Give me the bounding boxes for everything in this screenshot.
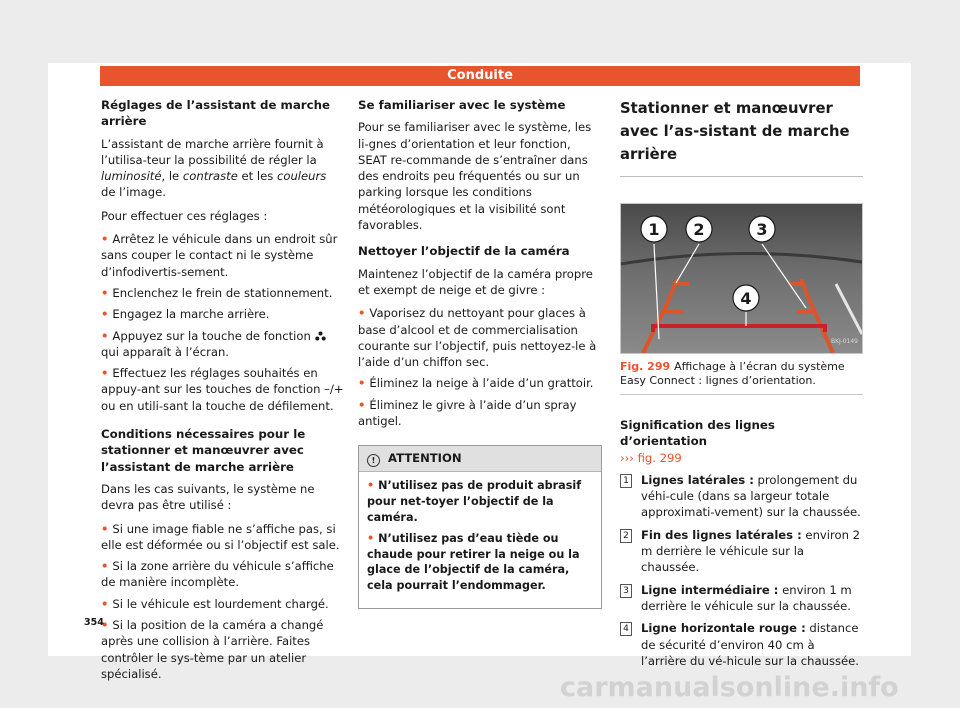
list-item-text: qui apparaît à l’écran. bbox=[101, 344, 229, 359]
list-item-text bbox=[641, 527, 863, 576]
number-badge: 1 bbox=[620, 474, 632, 488]
figure-reference-code: BKJ-0149 bbox=[830, 337, 858, 345]
text-span: et les bbox=[237, 169, 277, 184]
item-text: environ 1 m derrière le véhicule sur la chaussée. bbox=[641, 582, 852, 613]
settings-function-icon bbox=[315, 331, 326, 341]
attention-box bbox=[358, 445, 602, 608]
svg-text:3: 3 bbox=[756, 220, 768, 239]
list-item-text: Éliminez le givre à l’aide d’un spray antigel. bbox=[358, 397, 577, 429]
column-left bbox=[101, 97, 344, 687]
bullet-dot: • bbox=[367, 532, 375, 546]
list-item-text: Si la position de la caméra a changé après une collision à l’arrière. Faites contrôler le sys-tème par un atelier spécialisé. bbox=[101, 618, 324, 681]
figure-caption bbox=[620, 360, 863, 395]
bullet-dot: • bbox=[358, 397, 366, 412]
list-item-text bbox=[641, 582, 863, 615]
list-item bbox=[101, 558, 344, 591]
column-middle bbox=[358, 97, 602, 609]
item-text: prolongement du véhi-cule (dans sa largeur totale approximati-vement) sur la chaussée. bbox=[641, 472, 861, 520]
number-badge: 3 bbox=[620, 584, 632, 598]
attention-header bbox=[359, 446, 601, 472]
text-span: , le bbox=[161, 169, 183, 184]
svg-text:1: 1 bbox=[648, 220, 660, 239]
heading-familiarize: Se familiariser avec le système bbox=[358, 98, 566, 112]
item-label: Lignes latérales : bbox=[641, 472, 754, 487]
list-item bbox=[620, 582, 863, 615]
figure-link[interactable]: ››› fig. 299 bbox=[620, 450, 682, 465]
list-item-text bbox=[641, 472, 863, 521]
paragraph-intro bbox=[101, 136, 344, 201]
number-badge: 2 bbox=[620, 529, 632, 543]
bullet-dot: • bbox=[101, 596, 109, 611]
list-item bbox=[358, 375, 602, 391]
list-item bbox=[101, 328, 344, 361]
heading-settings: Réglages de l’assistant de marche arrière bbox=[101, 98, 331, 129]
list-item bbox=[101, 365, 344, 414]
list-item bbox=[101, 306, 344, 322]
list-item-text: Si le véhicule est lourdement chargé. bbox=[112, 596, 329, 611]
heading-conditions: Conditions nécessaires pour le stationner et manœuvrer avec l’assistant de marche arrière bbox=[101, 427, 306, 474]
emphasis-contrast: contraste bbox=[182, 169, 238, 184]
section-title: Stationner et manœuvrer avec l’as-sistant de marche arrière bbox=[620, 97, 863, 177]
bullet-dot: • bbox=[101, 366, 109, 381]
bullet-dot: • bbox=[358, 306, 366, 321]
text-span: L’assistant de marche arrière fournit à l’utilisa-teur la possibilité de régler la bbox=[101, 136, 324, 167]
list-item-text: Appuyez sur la touche de fonction bbox=[112, 328, 315, 343]
bullet-dot: • bbox=[101, 307, 109, 322]
list-item-text: Engagez la marche arrière. bbox=[112, 307, 270, 322]
list-item bbox=[101, 617, 344, 682]
caption-text: Affichage à l’écran du système Easy Connect : lignes d’orientation. bbox=[620, 360, 845, 387]
bullet-dot: • bbox=[101, 559, 109, 574]
svg-text:4: 4 bbox=[740, 289, 752, 308]
paragraph-steps-intro: Pour effectuer ces réglages : bbox=[101, 208, 268, 223]
list-item bbox=[620, 527, 863, 576]
list-item bbox=[620, 620, 863, 669]
callout-4 bbox=[733, 285, 759, 311]
item-text: environ 2 m derrière le véhicule sur la chaussée. bbox=[641, 527, 861, 575]
list-item-text: Éliminez la neige à l’aide d’un grattoir. bbox=[369, 376, 594, 391]
heading-clean-lens: Nettoyer l’objectif de la caméra bbox=[358, 244, 570, 259]
item-label: Ligne horizontale rouge : bbox=[641, 621, 806, 636]
text-span: de l’image. bbox=[101, 185, 166, 200]
bullet-dot: • bbox=[358, 376, 366, 391]
bullet-dot: • bbox=[101, 328, 109, 343]
list-item-text: Vaporisez du nettoyant pour glaces à base d’alcool et de commercialisation courante sur l’objectif, puis nettoyez-le à l’aide d’un chiffon sec. bbox=[358, 306, 597, 370]
list-item-text: N’utilisez pas de produit abrasif pour net-toyer l’objectif de la caméra. bbox=[367, 479, 582, 524]
chapter-header: Conduite bbox=[100, 66, 860, 86]
list-item bbox=[101, 231, 344, 280]
callout-1 bbox=[641, 216, 667, 242]
list-item bbox=[101, 285, 344, 301]
paragraph-clean-lens: Maintenez l’objectif de la caméra propre et exempt de neige et de givre : bbox=[358, 266, 593, 297]
svg-text:2: 2 bbox=[693, 220, 705, 239]
number-badge: 4 bbox=[620, 622, 632, 636]
paragraph-conditions: Dans les cas suivants, le système ne devra pas être utilisé : bbox=[101, 481, 315, 513]
list-item-text: Effectuez les réglages souhaités en appuy-ant sur les touches de fonction –/+ ou en utili-sant la touche de défilement. bbox=[101, 366, 344, 413]
paragraph-familiarize: Pour se familiariser avec le système, les li-gnes d’orientation et leur fonction, SEAT re-commande de s’entraîner dans des endroits peu fréquentés ou sur un parking lorsque les conditions météorologiques et la visibilité sont favorables. bbox=[358, 120, 592, 233]
callout-2 bbox=[686, 216, 712, 242]
list-item bbox=[620, 472, 863, 521]
callout-3 bbox=[749, 216, 775, 242]
list-item-text: Enclenchez le frein de stationnement. bbox=[112, 285, 333, 300]
list-item-text: Si la zone arrière du véhicule s’affiche de manière incomplète. bbox=[101, 559, 334, 590]
list-item-text: N’utilisez pas d’eau tiède ou chaude pour retirer la neige ou la glace de l’objectif de la caméra, cela pourrait l’endommager. bbox=[367, 532, 580, 592]
bullet-dot: • bbox=[101, 232, 109, 247]
bullet-dot: • bbox=[367, 479, 375, 493]
item-label: Ligne intermédiaire : bbox=[641, 582, 779, 597]
list-item-text: Arrêtez le véhicule dans un endroit sûr sans couper le contact ni le système d’infodivertis-sement. bbox=[101, 232, 338, 279]
attention-title: ATTENTION bbox=[388, 451, 462, 466]
figure-label: Fig. 299 bbox=[620, 360, 671, 373]
list-item-text: Si une image fiable ne s’affiche pas, si elle est déformée ou si l’objectif est sale. bbox=[101, 521, 340, 552]
item-text: distance de sécurité d’environ 40 cm à l’arrière du vé-hicule sur la chaussée. bbox=[641, 621, 859, 668]
page-number: 354 bbox=[84, 617, 104, 628]
heading-orientation: Signification des lignes d’orientation bbox=[620, 418, 775, 449]
list-item bbox=[358, 397, 602, 430]
figure-camera-display bbox=[620, 203, 863, 354]
list-item bbox=[367, 531, 593, 593]
list-item bbox=[101, 521, 344, 554]
warning-icon: ! bbox=[367, 454, 380, 467]
list-item bbox=[101, 596, 344, 612]
item-label: Fin des lignes latérales : bbox=[641, 527, 802, 542]
bullet-dot: • bbox=[101, 285, 109, 300]
bullet-dot: • bbox=[101, 521, 109, 536]
bullet-dot: • bbox=[101, 618, 109, 633]
column-right bbox=[620, 97, 863, 675]
camera-display-illustration bbox=[621, 204, 862, 353]
emphasis-colors: couleurs bbox=[276, 169, 327, 184]
emphasis-brightness: luminosité bbox=[101, 169, 162, 184]
attention-body bbox=[359, 472, 601, 607]
list-item bbox=[358, 305, 602, 370]
list-item-text bbox=[641, 620, 863, 669]
list-item bbox=[367, 478, 593, 525]
watermark: carmanualsonline.info bbox=[560, 672, 899, 703]
